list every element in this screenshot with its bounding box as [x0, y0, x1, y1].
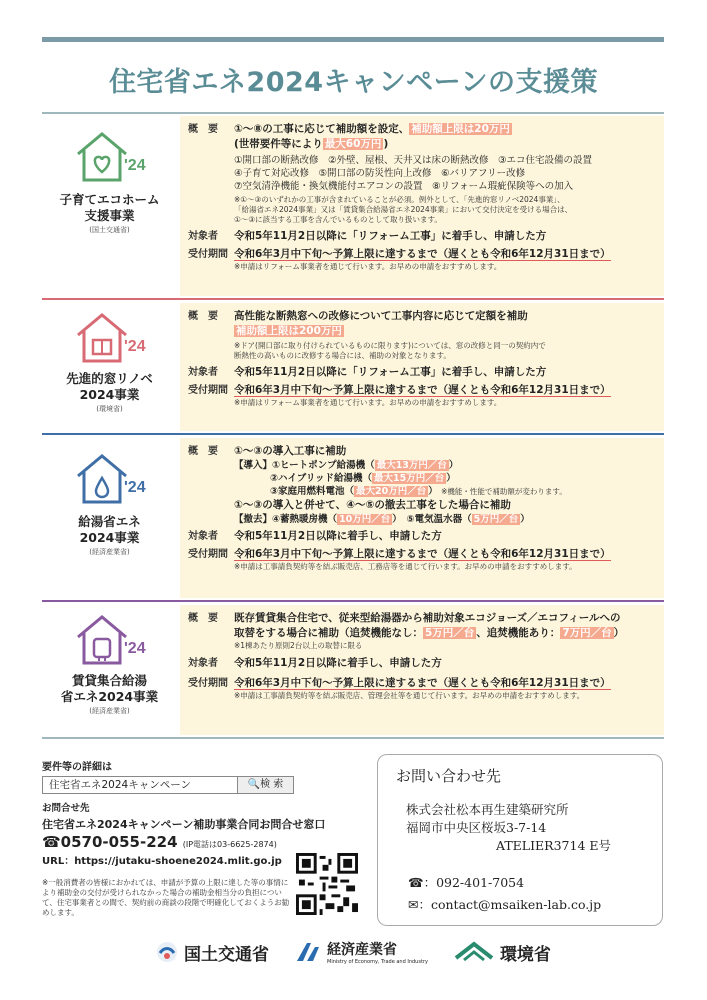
section-name: 先進的窓リノベ 2024事業	[66, 371, 153, 402]
mlit-emblem-icon	[156, 941, 178, 963]
target-value: 令和5年11月2日以降に「リフォーム工事」に着手し、申請した方	[234, 230, 547, 242]
search-box[interactable]	[42, 776, 294, 794]
search-button[interactable]: 🔍検 索	[237, 777, 293, 793]
target-value: 令和5年11月2日以降に着手し、申請した方	[234, 530, 442, 542]
overview-label: 概 要	[188, 613, 218, 624]
section-kosodate	[42, 116, 664, 296]
mlit-logo: 国土交通省	[156, 940, 269, 965]
section-agency: (環境省)	[96, 405, 123, 413]
target-value: 令和5年11月2日以降に着手し、申請した方	[234, 657, 442, 669]
section-name: 給湯省エネ 2024事業	[78, 514, 141, 545]
phone-icon: ☎	[408, 875, 424, 890]
period-value: 令和6年3月中下旬〜予算上限に達するまで（遅くとも令和6年12月31日まで）	[234, 248, 611, 260]
icon-badge: '24	[123, 479, 146, 496]
section-agency: (経済産業省)	[89, 707, 130, 715]
period-note: ※申請はリフォーム事業者を通じて行います。お早めの申請をおすすめします。	[234, 398, 502, 407]
section-label	[42, 438, 177, 598]
details-block	[42, 758, 362, 867]
section-details: 概 要 ①〜⑧の工事に応じて補助額を設定、 補助額上限は20万円 (世帯要件等により 最大60万円 ) ①開口部の断熱改修 ②外壁、屋根、天井又は床の断熱改修 ③エコ住宅設備の設置 ④子育て対応改修 ⑤開口部の防災性向上改修 ⑥バリアフリー改修 ⑦空気清浄機能・換気機能付エアコンの設置 ⑧リフォーム瑕疵保険等への加入 ※①〜③のいずれかの工事が含まれていることが必須。例外として、「先進的窓リノベ2024事業」、 「給湯省エネ2024事業」又は「賃貸集合給湯省エネ2024事業」において交付決定を受ける場合は、 ①〜③に該当する工事を含んでいるものとして取り扱います。 対象者 令和5年11月2日以降に「リフォーム工事」に着手し、申請した方 受付期間 令和6年3月中下旬〜予算上限に達するまで（遅くとも令和6年12月31日まで） ※申請はリフォーム事業者を通じて行います。お早めの申請をおすすめします。	[180, 116, 664, 296]
period-note: ※申請は工事請負契約等を結ぶ販売店、管理会社等を通じて行います。お早めの申請をおすすめします。	[234, 691, 585, 700]
consumer-note: ※一般消費者の皆様におかれては、申請が予算の上限に達した等の事情により補助金の交付が受けられなかった場合の補助金相当分の負担について、住宅事業者との間で、契約前の商談の段階で明確化しておくようお勧めします。	[42, 878, 290, 917]
section-label	[42, 116, 177, 296]
section-divider	[42, 737, 664, 739]
target-value: 令和5年11月2日以降に「リフォーム工事」に着手し、申請した方	[234, 366, 547, 378]
section-note: ※1棟あたり原則2台以上の取替に限る	[234, 641, 363, 650]
section-note: ※①〜③のいずれかの工事が含まれていることが必須。例外として、「先進的窓リノベ2024事業」、 「給湯省エネ2024事業」又は「賃貸集合給湯省エネ2024事業」において交付決定を受ける場合は、 ①〜③に該当する工事を含んでいるものとして取り扱います。	[234, 195, 573, 224]
house-water-heater-icon	[70, 611, 150, 669]
target-label: 対象者	[188, 367, 218, 378]
contact-title: 住宅省エネ2024キャンペーン補助事業合同お問合せ窓口	[42, 818, 326, 831]
section-details: 概 要 ①〜③の導入工事に補助 【導入】①ヒートポンプ給湯機（ 最大13万円／台 ） ②ハイブリッド給湯機（ 最大15万円／台 ） ③家庭用燃料電池（ 最大20万円／台 ） ※機能・性能で補助額が変わります。 ①〜③の導入と併せて、④〜⑤の撤去工事をした場合に補助 【撤去】④蓄熱暖房機（ 10万円／台 ） ⑤電気温水器（ 5万円／台 ） 対象者 令和5年11月2日以降に着手し、申請した方 受付期間 令和6年3月中下旬〜予算上限に達するまで（遅くとも令和6年12月31日まで） ※申請は工事請負契約等を結ぶ販売店、工務店等を通じて行います。お早めの申請をおすすめします。	[180, 438, 664, 598]
period-value: 令和6年3月中下旬〜予算上限に達するまで（遅くとも令和6年12月31日まで）	[234, 677, 611, 689]
overview-label: 概 要	[188, 311, 218, 322]
house-window-icon	[70, 309, 150, 367]
section-name: 子育てエコホーム 支援事業	[59, 192, 160, 223]
section-mado	[42, 303, 664, 431]
section-divider	[42, 433, 664, 435]
overview-label: 概 要	[188, 124, 218, 135]
meti-emblem-icon	[295, 941, 321, 963]
section-agency: (経済産業省)	[89, 548, 130, 556]
removal-intro: ①〜③の導入と併せて、④〜⑤の撤去工事をした場合に補助	[234, 499, 511, 511]
section-name: 賃貸集合給湯 省エネ2024事業	[60, 673, 159, 704]
contact-url[interactable]: URL：https://jutaku-shoene2024.mlit.go.jp	[42, 856, 282, 867]
page-title: 住宅省エネ2024キャンペーンの支援策	[108, 67, 599, 98]
period-label: 受付期間	[188, 678, 228, 689]
work-items: ①開口部の断熱改修 ②外壁、屋根、天井又は床の断熱改修 ③エコ住宅設備の設置 ④子育て対応改修 ⑤開口部の防災性向上改修 ⑥バリアフリー改修 ⑦空気清浄機能・換気機能付エアコンの設置 ⑧リフォーム瑕疵保険等への加入	[234, 155, 593, 192]
inquiry-title: お問い合わせ先	[396, 767, 502, 785]
details-heading: 要件等の詳細は	[42, 762, 112, 773]
highlight-max: 補助額上限は200万円	[236, 325, 342, 337]
ministry-logos	[0, 932, 707, 972]
icon-badge: '24	[123, 640, 146, 657]
intro-items: 【導入】①ヒートポンプ給湯機（ 最大13万円／台 ） ②ハイブリッド給湯機（ 最大15万円／台 ） ③家庭用燃料電池（ 最大20万円／台 ） ※機能・性能で補助額が変わります。	[234, 460, 567, 497]
contact-label: お問合せ先	[42, 803, 90, 814]
env-emblem-icon	[454, 940, 494, 964]
period-label: 受付期間	[188, 385, 228, 396]
overview-label: 概 要	[188, 446, 218, 457]
inquiry-address: 株式会社松本再生建築研究所 福岡市中央区桜坂3-7-14 ATELIER3714 E号	[406, 802, 611, 853]
icon-badge: '24	[123, 157, 146, 174]
period-label: 受付期間	[188, 549, 228, 560]
period-note: ※申請はリフォーム事業者を通じて行います。お早めの申請をおすすめします。	[234, 262, 502, 271]
env-logo: 環境省	[454, 940, 551, 965]
title-divider	[42, 112, 664, 114]
section-details: 概 要 既存賃貸集合住宅で、従来型給湯器から補助対象エコジョーズ／エコフィールへの 取替をする場合に補助（追焚機能なし： 5万円／台 、追焚機能あり： 7万円／台 ） ※1棟あたり原則2台以上の取替に限る 対象者 令和5年11月2日以降に着手し、申請した方 受付期間 令和6年3月中下旬〜予算上限に達するまで（遅くとも令和6年12月31日まで） ※申請は工事請負契約等を結ぶ販売店、管理会社等を通じて行います。お早めの申請をおすすめします。	[180, 605, 664, 735]
house-heart-icon	[70, 126, 150, 188]
section-divider	[42, 600, 664, 602]
inquiry-email[interactable]: ✉：contact@msaiken-lab.co.jp	[408, 897, 602, 912]
target-label: 対象者	[188, 231, 218, 242]
section-details: 概 要 高性能な断熱窓への改修について工事内容に応じて定額を補助 補助額上限は200万円 ※ドア(開口部に取り付けられているものに限ります)については、窓の改修と同一の契約内で 断熱性の高いものに改修する場合には、補助の対象となります。 対象者 令和5年11月2日以降に「リフォーム工事」に着手し、申請した方 受付期間 令和6年3月中下旬〜予算上限に達するまで（遅くとも令和6年12月31日まで） ※申請はリフォーム事業者を通じて行います。お早めの申請をおすすめします。	[180, 303, 664, 431]
section-divider	[42, 298, 664, 300]
house-water-drop-icon	[70, 448, 150, 510]
section-kyuto	[42, 438, 664, 598]
target-label: 対象者	[188, 658, 218, 669]
period-value: 令和6年3月中下旬〜予算上限に達するまで（遅くとも令和6年12月31日まで）	[234, 548, 611, 560]
period-label: 受付期間	[188, 249, 228, 260]
period-note: ※申請は工事請負契約等を結ぶ販売店、工務店等を通じて行います。お早めの申請をおすすめします。	[234, 562, 577, 571]
meti-logo: 経済産業省 Ministry of Economy, Trade and Industry	[295, 939, 428, 965]
section-label	[42, 605, 177, 735]
section-chintai	[42, 605, 664, 735]
search-input[interactable]: 住宅省エネ2024キャンペーン	[49, 779, 192, 791]
removal-items: 【撤去】④蓄熱暖房機（ 10万円／台 ） ⑤電気温水器（ 5万円／台 ）	[234, 514, 530, 525]
target-label: 対象者	[188, 531, 218, 542]
top-bar	[42, 37, 664, 42]
inquiry-phone: ☎：092-401-7054	[408, 875, 525, 890]
mail-icon: ✉	[408, 897, 419, 912]
qr-code-icon[interactable]	[296, 853, 358, 915]
highlight-max: 補助額上限は20万円	[411, 123, 510, 135]
icon-badge: '24	[123, 338, 146, 355]
inquiry-box	[377, 754, 663, 926]
contact-phone: ☎0570-055-224 (IP電話は03-6625-2874)	[42, 833, 277, 851]
section-agency: (国土交通省)	[89, 226, 130, 234]
period-value: 令和6年3月中下旬〜予算上限に達するまで（遅くとも令和6年12月31日まで）	[234, 384, 611, 396]
section-note: ※ドア(開口部に取り付けられているものに限ります)については、窓の改修と同一の契約内で 断熱性の高いものに改修する場合には、補助の対象となります。	[234, 341, 546, 360]
section-label	[42, 303, 177, 431]
